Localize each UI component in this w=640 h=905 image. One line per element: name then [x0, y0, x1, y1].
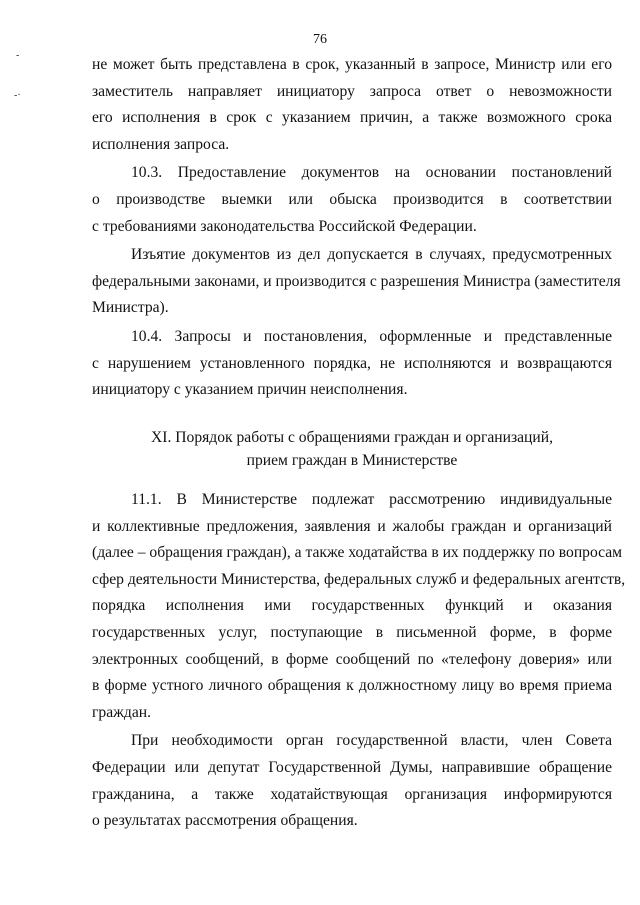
text-line: с нарушением установленного порядка, не исполняются и возвращаются: [92, 354, 612, 372]
text-line: гражданина, а также ходатайствующая организация информируются: [92, 785, 612, 803]
text-line: и коллективные предложения, заявления и жалобы граждан и организаций: [92, 517, 612, 535]
paragraph-10-2-continuation: [92, 52, 612, 158]
text-line: о результатах рассмотрения обращения.: [92, 812, 358, 830]
text-line: Федерации или депутат Государственной Думы, направившие обращение: [92, 758, 612, 776]
text-line: электронных сообщений, в форме сообщений по «телефону доверия» или: [92, 650, 612, 668]
text-line: не может быть представлена в срок, указанный в запросе, Министр или его: [92, 56, 612, 73]
text-line: федеральными законами, и производится с разрешения Министра (заместителя: [92, 272, 621, 290]
document-body-section-xi: [92, 487, 626, 835]
text-line: Изъятие документов из дел допускается в случаях, предусмотренных: [131, 246, 612, 264]
text-line: инициатору с указанием причин неисполнения.: [92, 381, 408, 399]
text-line: о производстве выемки или обыска производится в соответствии: [92, 190, 612, 208]
text-line: Министра).: [92, 299, 169, 317]
heading-line: XI. Порядок работы с обращениями граждан и организаций,: [151, 429, 553, 446]
text-line: исполнения запроса.: [92, 135, 230, 153]
text-line: При необходимости орган государственной власти, член Совета: [131, 732, 612, 750]
paragraph-11-1: [92, 487, 626, 726]
text-line: в форме устного личного обращения к должностному лицу во время приема: [92, 677, 612, 695]
paragraph-10-3: [92, 160, 612, 240]
text-line: порядка исполнения ими государственных функций и оказания: [92, 597, 612, 615]
text-line: (далее – обращения граждан), а также ходатайства в их поддержку по вопросам: [92, 544, 623, 562]
text-line: 10.4. Запросы и постановления, оформленные и представленные: [131, 327, 612, 345]
margin-mark: -·: [14, 90, 21, 101]
section-heading: [92, 427, 612, 472]
margin-mark: -: [16, 50, 20, 61]
paragraph-10-4: [92, 324, 612, 404]
page-number: 76: [313, 32, 327, 47]
text-line: с требованиями законодательства Российской Федерации.: [92, 217, 477, 235]
text-line: заместитель направляет инициатору запроса ответ о невозможности: [92, 82, 612, 100]
text-line: его исполнения в срок с указанием причин, а также возможного срока: [92, 109, 612, 127]
paragraph-document-seizure: [92, 242, 621, 322]
text-line: граждан.: [92, 703, 151, 721]
paragraph-notification: [92, 728, 612, 834]
text-line: 10.3. Предоставление документов на основании постановлений: [131, 164, 612, 182]
text-line: государственных услуг, поступающие в письменной форме, в форме: [92, 623, 612, 641]
text-line: 11.1. В Министерстве подлежат рассмотрению индивидуальные: [131, 491, 612, 508]
document-body: [92, 52, 621, 404]
heading-line: прием граждан в Министерстве: [246, 451, 458, 469]
text-line: сфер деятельности Министерства, федеральных служб и федеральных агентств,: [92, 570, 626, 588]
